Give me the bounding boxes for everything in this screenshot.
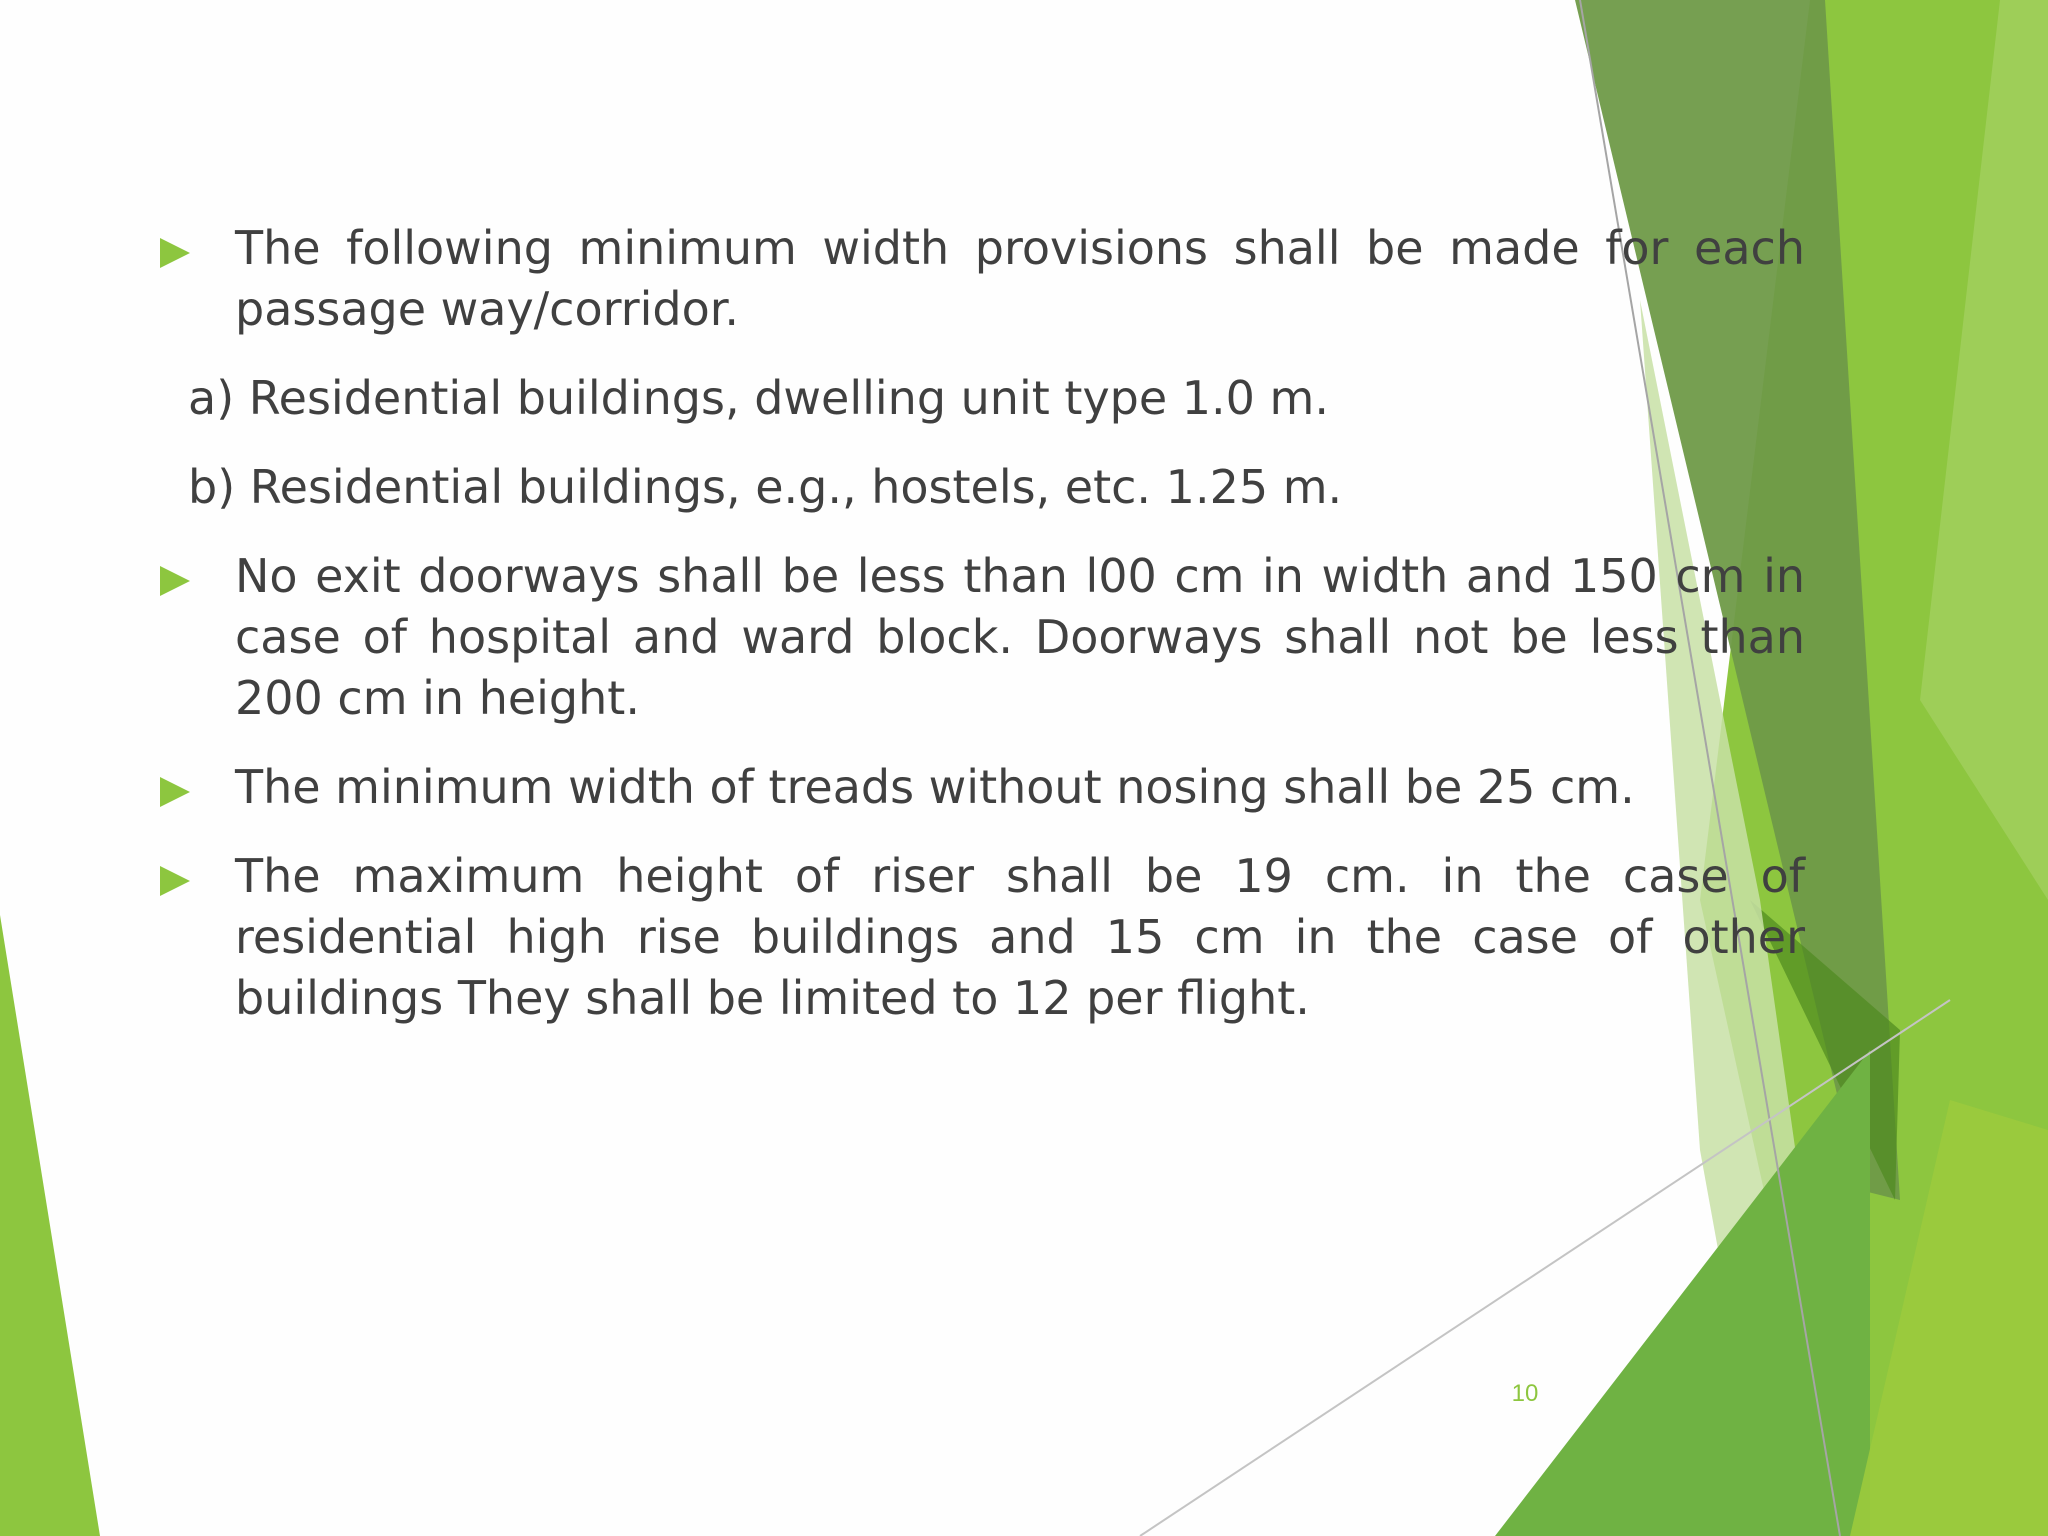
bullet-text: The minimum width of treads without nosing shall be 25 cm.	[235, 760, 1635, 814]
bullet-item	[150, 757, 1805, 818]
left-green-sliver	[0, 915, 100, 1536]
triangle-bullet-icon	[160, 566, 190, 596]
bullet-text: No exit doorways shall be less than l00 cm in width and 150 cm in case of hospital and ward block. Doorways shall not be less than 200 cm in height.	[235, 549, 1805, 725]
sub-item-text: b) Residential buildings, e.g., hostels, etc. 1.25 m.	[188, 460, 1343, 514]
slide-body	[150, 218, 1805, 1057]
triangle-bullet-icon	[160, 866, 190, 896]
bullet-text: The following minimum width provisions shall be made for each passage way/corridor.	[235, 221, 1805, 336]
page-number: 10	[1511, 1380, 1539, 1407]
sub-item-text: a) Residential buildings, dwelling unit type 1.0 m.	[188, 371, 1329, 425]
triangle-bullet-icon	[160, 777, 190, 807]
bullet-text: The maximum height of riser shall be 19 cm. in the case of residential high rise buildings and 15 cm in the case of other buildings They shall be limited to 12 per flight.	[235, 849, 1805, 1025]
triangle-bullet-icon	[160, 238, 190, 268]
sub-item	[150, 457, 1805, 518]
bullet-item	[150, 218, 1805, 340]
bottom-mid-green-shape	[1495, 1050, 1870, 1536]
sub-item	[150, 368, 1805, 429]
bullet-item	[150, 846, 1805, 1029]
bullet-item	[150, 546, 1805, 729]
